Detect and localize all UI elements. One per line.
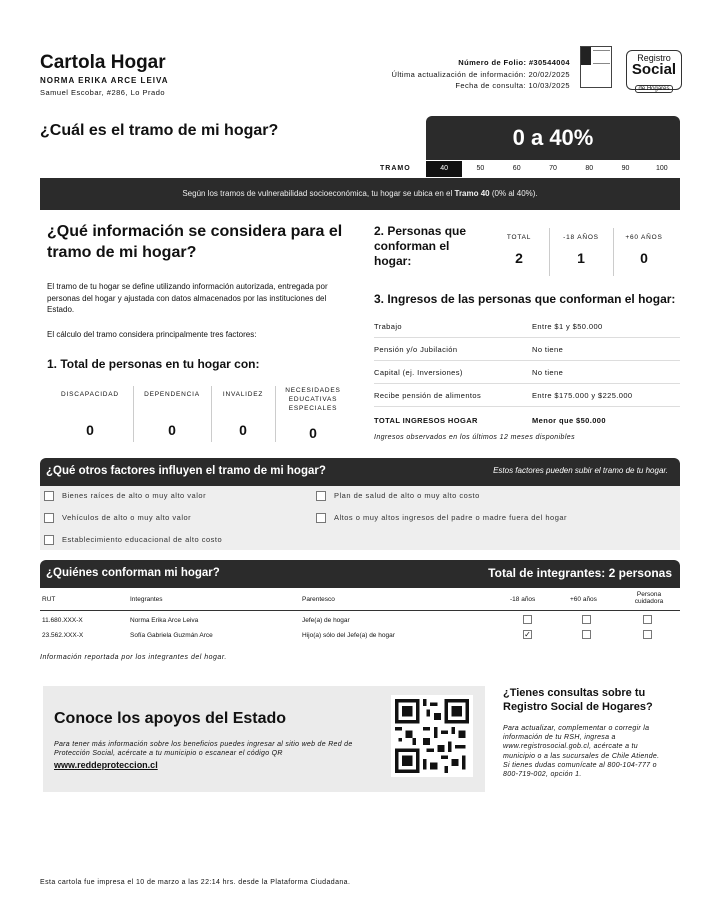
government-logo [580, 46, 612, 88]
income-row: Trabajo Entre $1 y $50.000 [374, 316, 680, 338]
persons-col-label: -18 AÑOS [563, 234, 599, 241]
members-heading: ¿Quiénes conforman mi hogar? [46, 567, 220, 579]
other-factors-bar [40, 458, 680, 486]
consult-description: Para actualizar, complementar o corregir la información de tu RSH, ingresa a www.registrosocial.gob.cl, acércate a tu municipio o a las sucursales de Chile Atiende. Si tienes dudas comunícate al 800-104-777 o 800-719-002, opción 1. [503, 725, 660, 779]
col-header: RUT [42, 596, 56, 603]
rsh-logo: Registro Social de Hogares [626, 50, 682, 90]
over60-checkbox [582, 630, 591, 639]
members-total: Total de integrantes: 2 personas [488, 566, 672, 580]
factor-item: Altos o muy altos ingresos del padre o madre fuera del hogar [316, 513, 567, 523]
col-header: +60 años [570, 596, 597, 603]
info-paragraph: El tramo de tu hogar se define utilizando información autorizada, entregada por personas del hogar y ajustada con datos almacenados por las instituciones del Estado. [47, 282, 328, 314]
member-relation: Hijo(a) sólo del Jefe(a) de hogar [302, 632, 395, 639]
scale-step: 40 [426, 161, 462, 177]
tramo-question: ¿Cuál es el tramo de mi hogar? [40, 122, 279, 139]
col-header: Integrantes [130, 596, 163, 603]
col-header: Persona cuidadora [634, 591, 664, 605]
persons-col-label: TOTAL [506, 234, 532, 241]
other-factors-heading: ¿Qué otros factores influyen el tramo de mi hogar? [46, 465, 326, 477]
household-head-name: NORMA ERIKA ARCE LEIVA [40, 76, 169, 85]
members-note: Información reportada por los integrantes del hogar. [40, 654, 227, 661]
print-footer: Esta cartola fue impresa el 10 de marzo a las 22:14 hrs. desde la Plataforma Ciudadana. [40, 879, 351, 886]
member-rut: 23.562.XXX-X [42, 632, 84, 639]
info-factors-intro: El cálculo del tramo considera principalmente tres factores: [47, 330, 257, 339]
scale-step: 50 [476, 165, 485, 172]
col-header: Parentesco [302, 596, 335, 603]
factor-label: DEPENDENCIA [144, 391, 200, 398]
factor-item: Bienes raíces de alto o muy alto valor [44, 491, 206, 501]
factor-item: Establecimiento educacional de alto costo [44, 535, 222, 545]
factor-item: Vehículos de alto o muy alto valor [44, 513, 191, 523]
scale-step: 80 [585, 165, 594, 172]
checkbox [44, 513, 54, 523]
folio-number: Número de Folio: #30544004 [458, 58, 570, 67]
carer-checkbox [643, 630, 652, 639]
income-row: Capital (ej. Inversiones) No tiene [374, 362, 680, 384]
members-bar [40, 560, 680, 588]
under18-checkbox [523, 615, 532, 624]
support-link[interactable]: www.reddeproteccion.cl [54, 760, 158, 770]
factor-item: Plan de salud de alto o muy alto costo [316, 491, 480, 501]
factor-value: 0 [239, 422, 247, 438]
col-header: -18 años [510, 596, 536, 603]
support-description: Para tener más información sobre los beneficios puedes ingresar al sitio web de Red de Protección Social, acércate a tu municipio o escanear el código QR [54, 741, 353, 757]
factor-value: 0 [86, 422, 94, 438]
income-row: Recibe pensión de alimentos Entre $175.000 y $225.000 [374, 385, 680, 407]
support-title: Conoce los apoyos del Estado [54, 710, 287, 727]
factor-label: NECESIDADES EDUCATIVAS ESPECIALES [285, 387, 341, 412]
tramo-value: 0 a 40% [426, 116, 680, 160]
carer-checkbox [643, 615, 652, 624]
factor-label: DISCAPACIDAD [61, 391, 119, 398]
member-relation: Jefe(a) de hogar [302, 617, 350, 624]
scale-label: TRAMO [380, 165, 411, 172]
income-heading: 3. Ingresos de las personas que conforman el hogar: [374, 292, 676, 306]
under18-checkbox-checked: ✓ [524, 630, 531, 639]
qr-code-icon [391, 695, 473, 777]
member-name: Sofía Gabriela Guzmán Arce [130, 632, 213, 639]
checkbox [316, 491, 326, 501]
member-rut: 11.680.XXX-X [42, 617, 83, 624]
persons-total: 2 [515, 250, 523, 266]
persons-under18: 1 [577, 250, 585, 266]
page-title: Cartola Hogar [40, 52, 166, 73]
income-total-row: TOTAL INGRESOS HOGAR Menor que $50.000 [374, 416, 606, 425]
total-persons-heading: 1. Total de personas en tu hogar con: [47, 357, 260, 371]
factor-label: INVALIDEZ [222, 391, 264, 398]
factor-value: 0 [309, 425, 317, 441]
other-factors-note: Estos factores pueden subir el tramo de tu hogar. [493, 466, 668, 475]
info-heading: ¿Qué información se considera para el tramo de mi hogar? [47, 223, 343, 261]
household-address: Samuel Escobar, #286, Lo Prado [40, 88, 166, 97]
consult-date: Fecha de consulta: 10/03/2025 [455, 81, 570, 90]
scale-step: 100 [655, 165, 668, 172]
scale-step: 60 [512, 165, 521, 172]
tramo-scale [426, 161, 680, 177]
scale-step: 70 [549, 165, 557, 172]
scale-step: 90 [621, 165, 630, 172]
last-update: Última actualización de información: 20/02/2025 [391, 70, 570, 79]
income-row: Pensión y/o Jubilación No tiene [374, 339, 680, 361]
checkbox [44, 491, 54, 501]
persons-over60: 0 [640, 250, 648, 266]
checkbox [44, 535, 54, 545]
consult-title: ¿Tienes consultas sobre tu Registro Social de Hogares? [503, 687, 653, 713]
persons-heading: 2. Personas que conforman el hogar: [374, 224, 467, 268]
income-note: Ingresos observados en los últimos 12 meses disponibles [374, 434, 575, 441]
member-name: Norma Erika Arce Leiva [130, 617, 199, 624]
tramo-summary-band: Según los tramos de vulnerabilidad socioeconómica, tu hogar se ubica en el Tramo 40 (0% al 40%). [40, 178, 680, 210]
checkbox [316, 513, 326, 523]
over60-checkbox [582, 615, 591, 624]
factor-value: 0 [168, 422, 176, 438]
persons-col-label: +60 AÑOS [625, 234, 663, 241]
